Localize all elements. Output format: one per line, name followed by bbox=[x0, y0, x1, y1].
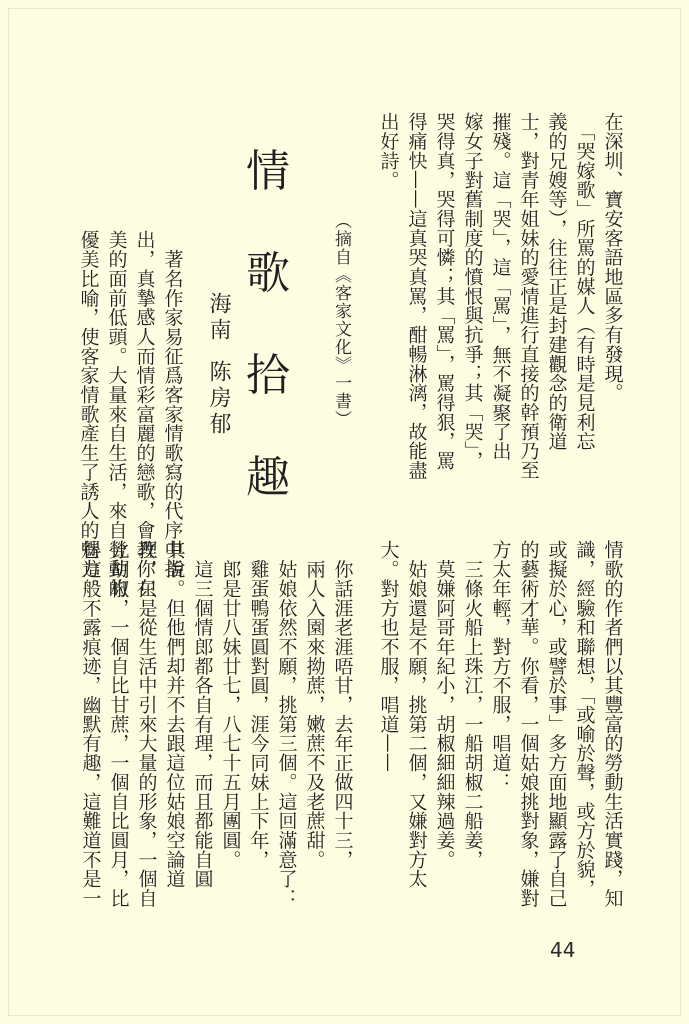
text-column: 雞蛋鴨蛋圓對圓，涯今同妹上下年， bbox=[247, 540, 270, 869]
text-column: 姑娘依然不願，挑第三個。這回滿意了： bbox=[275, 540, 298, 908]
column-tr-9 bbox=[376, 112, 400, 189]
text-column: 莫嫌阿哥年紀小，胡椒細細辣過姜。 bbox=[433, 540, 456, 869]
column-tr-5 bbox=[488, 112, 512, 461]
title-char: 趣 bbox=[246, 452, 290, 503]
text-column: 的藝術才華。你看，一個姑娘挑對象，嫌對 bbox=[517, 540, 540, 908]
column-tr-3 bbox=[544, 112, 568, 451]
column-br-3 bbox=[544, 540, 568, 908]
column-tr-6 bbox=[460, 112, 484, 470]
text-column: 美的面前低頭。大量來自生活，來自勞動的 bbox=[105, 230, 128, 598]
text-column: 嫁女子對舊制度的憤恨與抗爭；其「哭」， bbox=[461, 112, 484, 471]
text-column: 情歌的作者們以其豐富的勞動生活實踐，知 bbox=[601, 540, 624, 908]
column-tr-2 bbox=[572, 112, 596, 451]
column-bl-10 bbox=[78, 540, 102, 908]
column-br-5 bbox=[488, 540, 512, 792]
text-column: 你話涯老涯唔甘，去年正做四十三， bbox=[331, 540, 354, 869]
text-column: 或擬於心，或譬於事」多方面地顯露了自己 bbox=[545, 540, 568, 908]
column-bl-5 bbox=[218, 540, 242, 869]
column-br-4 bbox=[516, 540, 540, 908]
text-column: 其說。但他們却并不去跟這位姑娘空論道 bbox=[163, 540, 186, 889]
column-br-8 bbox=[404, 540, 428, 888]
column-tr-7 bbox=[432, 112, 456, 470]
text-column: 識，經驗和聯想，「或喻於聲，或方於貌， bbox=[573, 540, 596, 899]
text-column: 出，真摯感人而情彩富麗的戀歌，會教你在 bbox=[133, 230, 156, 598]
text-column: 這三個情郎都各自有理，而且都能自圓 bbox=[191, 540, 214, 889]
text-column: 三條火船上珠江，一船胡椒二船姜， bbox=[461, 540, 484, 869]
column-bl-3 bbox=[274, 540, 298, 908]
text-column: 在深圳、寶安客語地區多有發現。 bbox=[601, 112, 624, 403]
text-column: 得這般不露痕迹，幽默有趣，這難道不是一 bbox=[79, 540, 102, 908]
text-column: 優美比喻，使客家情歌產生了誘人的魅力。 bbox=[77, 230, 100, 598]
column-bl-2 bbox=[302, 540, 326, 869]
author-name-text: 陈房郁 bbox=[206, 360, 231, 438]
text-column: 「哭嫁歌」所罵的媒人（有時是見利忘 bbox=[573, 112, 596, 451]
text-column: 理，只是從生活中引來大量的形象，一個自 bbox=[135, 540, 158, 908]
column-br-7 bbox=[432, 540, 456, 869]
column-bl-1 bbox=[330, 540, 354, 869]
column-tl-1 bbox=[160, 230, 184, 578]
text-column: 比胡椒，一個自比甘蔗，一個自比圓月，比 bbox=[107, 540, 130, 908]
column-br-9 bbox=[376, 540, 400, 772]
column-bl-4 bbox=[246, 540, 270, 869]
page-number: 44 bbox=[550, 938, 576, 962]
text-column: 哭得真，哭得可憐；其「罵」，罵得狠，罵 bbox=[433, 112, 456, 471]
text-column: 出好詩。 bbox=[377, 112, 400, 190]
text-column: 兩人入園來拗蔗，嫩蔗不及老蔗甜。 bbox=[303, 540, 326, 869]
column-bl-8 bbox=[134, 540, 158, 908]
title-char: 歌 bbox=[246, 248, 290, 299]
column-bl-7 bbox=[162, 540, 186, 888]
column-tr-8 bbox=[404, 112, 428, 480]
text-column: 著名作家易征爲客家情歌寫的代序中指 bbox=[161, 230, 184, 579]
author-place bbox=[206, 292, 230, 344]
source-text: （摘自《客家文化》一書） bbox=[331, 212, 351, 428]
column-br-6 bbox=[460, 540, 484, 869]
text-column: 士，對青年姐妹的愛情進行直接的幹預乃至 bbox=[517, 112, 540, 480]
text-column: 得痛快——這真哭真罵，酣暢淋漓，故能盡 bbox=[405, 112, 428, 480]
text-column: 義的兄嫂等），往往正是封建觀念的衛道 bbox=[545, 112, 568, 451]
column-bl-6 bbox=[190, 540, 214, 888]
text-column: 大。對方也不服，唱道—— bbox=[377, 540, 400, 773]
author-name bbox=[206, 360, 230, 438]
title-char: 拾 bbox=[246, 350, 290, 401]
article-title bbox=[246, 146, 290, 558]
text-column: 方太年輕，對方不服，唱道： bbox=[489, 540, 512, 792]
column-br-1 bbox=[600, 540, 624, 908]
column-tr-4 bbox=[516, 112, 540, 480]
column-br-2 bbox=[572, 540, 596, 898]
text-column: 郎是廿八妹廿七，八七十五月團圓。 bbox=[219, 540, 242, 869]
author-place-text: 海南 bbox=[206, 292, 231, 344]
text-column: 摧殘。這「哭」，這「罵」，無不凝聚了出 bbox=[489, 112, 512, 461]
column-tr-1 bbox=[600, 112, 624, 402]
source-note bbox=[330, 212, 352, 428]
text-column: 姑娘還是不願，挑第二個，又嫌對方太 bbox=[405, 540, 428, 889]
title-char: 情 bbox=[246, 146, 290, 197]
column-bl-9 bbox=[106, 540, 130, 908]
